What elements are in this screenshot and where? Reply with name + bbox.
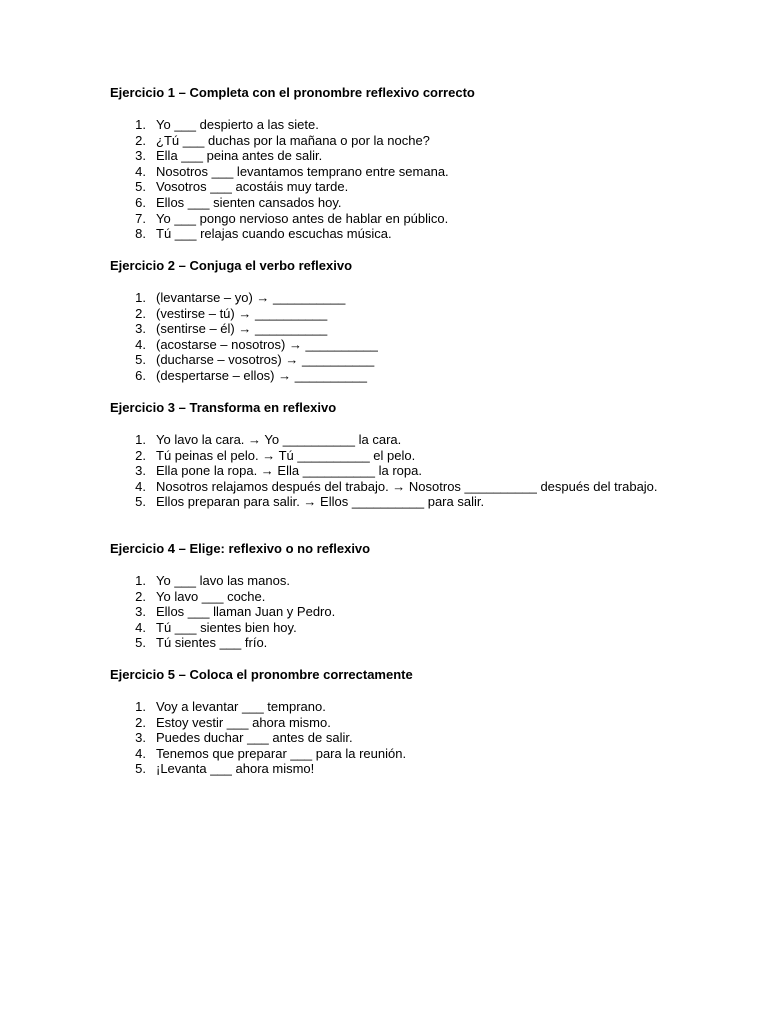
list-item	[110, 463, 670, 479]
item-text: (despertarse – ellos) → __________	[156, 367, 368, 383]
list-item	[110, 290, 670, 306]
list-item	[110, 635, 670, 651]
list-item	[110, 620, 670, 636]
item-text: Tenemos que preparar ___ para la reunión.	[156, 745, 407, 761]
item-number: 4.	[135, 336, 146, 352]
item-number: 5.	[135, 494, 146, 510]
item-text: ¡Levanta ___ ahora mismo!	[156, 761, 315, 777]
exercise-2	[110, 258, 670, 384]
item-text: Yo ___ despierto a las siete.	[156, 117, 319, 132]
list-item	[110, 761, 670, 777]
item-number: 8.	[135, 226, 146, 242]
item-number: 5.	[135, 179, 146, 195]
exercise-2-list	[110, 290, 670, 384]
list-item	[110, 133, 670, 149]
list-item	[110, 479, 670, 495]
item-number: 3.	[135, 604, 146, 620]
exercise-4-title: Ejercicio 4 – Elige: reflexivo o no reflexivo	[110, 541, 371, 556]
item-text: Tú sientes ___ frío.	[156, 635, 268, 651]
item-text: Ella pone la ropa. → Ella __________ la ropa.	[156, 463, 422, 479]
item-text: Yo lavo ___ coche.	[156, 588, 266, 604]
item-number: 6.	[135, 367, 146, 383]
item-text: Nosotros ___ levantamos temprano entre semana.	[156, 163, 449, 179]
exercise-5-title: Ejercicio 5 – Coloca el pronombre correctamente	[110, 667, 413, 682]
item-text: (levantarse – yo) → __________	[156, 290, 346, 305]
list-item	[110, 746, 670, 762]
item-text: Yo ___ pongo nervioso antes de hablar en público.	[156, 210, 449, 226]
item-number: 2.	[135, 132, 146, 148]
item-number: 5.	[135, 761, 146, 777]
item-number: 7.	[135, 210, 146, 226]
item-number: 4.	[135, 478, 146, 494]
item-number: 3.	[135, 148, 146, 164]
item-text: Puedes duchar ___ antes de salir.	[156, 730, 353, 746]
exercise-2-title: Ejercicio 2 – Conjuga el verbo reflexivo	[110, 258, 353, 273]
item-text: Voy a levantar ___ temprano.	[156, 699, 326, 714]
item-text: Nosotros relajamos después del trabajo. → Nosotros __________ después del trabajo.	[156, 478, 658, 494]
item-text: Tú peinas el pelo. → Tú __________ el pelo.	[156, 447, 416, 463]
item-number: 3.	[135, 321, 146, 337]
list-item	[110, 730, 670, 746]
exercise-1	[110, 85, 670, 242]
item-number: 1.	[135, 573, 146, 588]
list-item	[110, 448, 670, 464]
item-text: Vosotros ___ acostáis muy tarde.	[156, 179, 349, 195]
item-number: 1.	[135, 117, 146, 132]
item-text: (vestirse – tú) → __________	[156, 305, 328, 321]
list-item	[110, 352, 670, 368]
list-item	[110, 148, 670, 164]
list-item	[110, 179, 670, 195]
exercise-3-title: Ejercicio 3 – Transforma en reflexivo	[110, 400, 337, 415]
item-text: Yo ___ lavo las manos.	[156, 573, 290, 588]
list-item	[110, 494, 670, 510]
exercise-1-list	[110, 117, 670, 242]
item-number: 2.	[135, 588, 146, 604]
item-number: 2.	[135, 305, 146, 321]
item-number: 5.	[135, 635, 146, 651]
item-text: Ellos ___ sienten cansados hoy.	[156, 194, 342, 210]
list-item	[110, 306, 670, 322]
list-item	[110, 715, 670, 731]
list-item	[110, 604, 670, 620]
exercise-4	[110, 541, 670, 651]
exercise-4-list	[110, 573, 670, 651]
item-text: Estoy vestir ___ ahora mismo.	[156, 714, 331, 730]
list-item	[110, 117, 670, 133]
item-text: ¿Tú ___ duchas por la mañana o por la noche?	[156, 132, 430, 148]
list-item	[110, 368, 670, 384]
list-item	[110, 321, 670, 337]
item-number: 6.	[135, 194, 146, 210]
list-item	[110, 589, 670, 605]
exercise-3-list	[110, 432, 670, 510]
item-text: Tú ___ sientes bien hoy.	[156, 619, 297, 635]
list-item	[110, 226, 670, 242]
item-number: 4.	[135, 163, 146, 179]
item-text: Yo lavo la cara. → Yo __________ la cara.	[156, 432, 402, 447]
item-text: Ellos preparan para salir. → Ellos __________ para salir.	[156, 494, 485, 510]
item-text: Ellos ___ llaman Juan y Pedro.	[156, 604, 336, 620]
item-number: 2.	[135, 714, 146, 730]
item-number: 4.	[135, 619, 146, 635]
list-item	[110, 195, 670, 211]
item-number: 3.	[135, 463, 146, 479]
item-text: (sentirse – él) → __________	[156, 321, 328, 337]
item-number: 3.	[135, 730, 146, 746]
item-text: Tú ___ relajas cuando escuchas música.	[156, 226, 392, 242]
list-item	[110, 699, 670, 715]
item-text: (acostarse – nosotros) → __________	[156, 336, 378, 352]
list-item	[110, 211, 670, 227]
exercise-5-list	[110, 699, 670, 777]
list-item	[110, 337, 670, 353]
item-number: 1.	[135, 290, 146, 305]
item-number: 4.	[135, 745, 146, 761]
exercise-3	[110, 400, 670, 510]
list-item	[110, 573, 670, 589]
item-number: 1.	[135, 699, 146, 714]
item-text: (ducharse – vosotros) → __________	[156, 352, 375, 368]
item-text: Ella ___ peina antes de salir.	[156, 148, 323, 164]
item-number: 2.	[135, 447, 146, 463]
list-item	[110, 164, 670, 180]
item-number: 5.	[135, 352, 146, 368]
exercise-1-title: Ejercicio 1 – Completa con el pronombre reflexivo correcto	[110, 85, 475, 100]
list-item	[110, 432, 670, 448]
item-number: 1.	[135, 432, 146, 447]
exercise-5	[110, 667, 670, 777]
